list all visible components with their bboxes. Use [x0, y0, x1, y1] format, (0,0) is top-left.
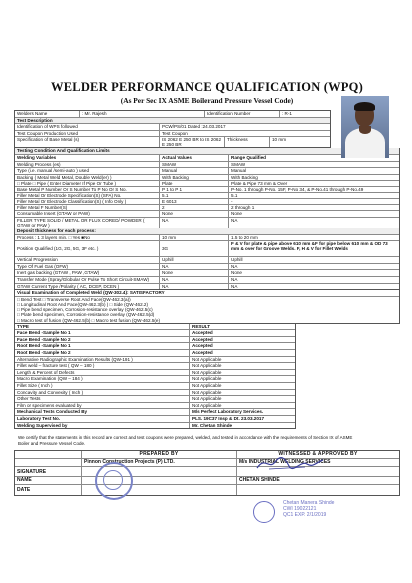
testing-cell: None	[160, 211, 229, 217]
testing-extra-cell: None	[231, 270, 242, 276]
welder-id-value: : R-1	[282, 111, 292, 116]
name-label: NAME	[15, 477, 82, 484]
testing-row	[15, 162, 399, 169]
testing-table	[14, 148, 400, 290]
result-cell: Face Bend -Sample No 2	[15, 337, 190, 343]
testing-extra-row	[15, 284, 399, 290]
testing-extra-row	[15, 264, 399, 271]
result-cell: Not Applicable	[192, 376, 222, 382]
testing-row	[15, 168, 399, 175]
company-seal-icon	[95, 462, 133, 500]
welder-id-label: Identification Number	[205, 111, 280, 117]
welder-photo	[341, 96, 389, 158]
name-witness: CHETAN SHINDE	[239, 477, 280, 484]
testing-extra-cell: NA	[231, 276, 238, 282]
testing-cell: P-No. 1 through P-No. 15F, P-No 34, & P-No.41 through P-No.49	[231, 186, 364, 192]
testing-extra-cell: Inert gas backing (GTAW , PAW ,GTAW)	[15, 270, 160, 276]
result-cell: M/s Perfect Laboratory Services.	[192, 409, 264, 415]
testing-cell: E 6013	[160, 199, 229, 204]
visual-exam-table	[14, 290, 400, 324]
testing-cell: Backing ( Metal Weld Metal, Double Weld(er) )	[15, 175, 160, 180]
result-cell: Concavity and Convexity ( Inch )	[15, 390, 190, 396]
testing-cell: Welding Process (es)	[15, 162, 160, 168]
result-cell: Other Tests	[15, 396, 190, 402]
result-cell: Not Applicable	[192, 369, 222, 375]
welder-name-label: Welders Name	[15, 111, 80, 117]
deposit-actual: 10 mm	[160, 235, 229, 241]
testing-cell: 2 through 1	[231, 204, 255, 210]
signoff-blank	[15, 451, 82, 458]
result-cell: Accepted	[192, 330, 213, 336]
result-row	[15, 357, 295, 364]
thickness-label: Thickness	[225, 137, 270, 147]
coupon-label: Test Coupon Production Used	[15, 131, 160, 137]
visual-line: □ Plate bend specimen, Corrosion-resistance overlay (QW-462.5(d)	[17, 312, 155, 318]
testing-cell: FILLER TYPE SOLID / METAL OR FLUX CORED/ POWDER ( GTAW or PAW )	[15, 218, 160, 228]
result-cell: Fillet Size ( Inch )	[15, 383, 190, 389]
wps-value: PCW/PS/01 Dated :24.03.2017	[162, 124, 226, 130]
signature-icon	[255, 454, 325, 472]
position-actual: 3G	[160, 241, 229, 256]
org-witness: M/s INDUSTRIAL WELDING SERVICES	[239, 459, 331, 466]
result-cell: Not Applicable	[192, 356, 222, 362]
wpq-document	[14, 80, 400, 496]
result-cell: Mechanical Tests Conducted By	[15, 409, 190, 415]
result-cell: Macro Examination (QW – 184 )	[15, 376, 190, 382]
testing-extra-cell: NA	[231, 283, 238, 289]
testing-extra-row	[15, 257, 399, 264]
result-cell: PLS. 19C37 Insp & Dt. 23.03.2017	[192, 416, 265, 422]
testing-cell: Plate	[160, 181, 229, 186]
col-welding-variables: Welding Variables	[15, 155, 160, 161]
declaration: We certify that the statements in this record are correct and test coupons were prepared, welded, and tested in accordance with the requirements of Section IX of ASME Boiler and Pressure Vessel Code.	[18, 435, 353, 446]
result-row	[15, 350, 295, 357]
prepared-by-heading: PREPARED BY	[82, 451, 237, 458]
result-row	[15, 330, 295, 337]
testing-cell: Manual	[231, 168, 247, 174]
result-cell: Root Bend -Sample No 1	[15, 343, 190, 349]
testing-extra-row	[15, 277, 399, 284]
testing-extra-cell: NA	[231, 263, 238, 269]
result-cell: Not Applicable	[192, 396, 222, 402]
testing-cell: Manual	[160, 168, 229, 174]
testing-cell: NA	[231, 217, 238, 223]
testing-extra-cell: Uphill	[160, 257, 229, 263]
result-row	[15, 416, 295, 423]
test-description-heading: Test Description	[17, 117, 53, 123]
visual-line: □ Bend Test □ Transverse Root And Face(QW-462.3(a))	[17, 296, 131, 302]
result-cell: Laboratory Test No.	[15, 416, 190, 422]
testing-cell: NA	[160, 218, 229, 228]
testing-cell: SMAW	[160, 162, 229, 168]
testing-cell: With Backing	[231, 174, 258, 180]
visual-line: □ Longitudinal Root And Face(QW-462.3(b) ) □ Side (QW-462.2)	[17, 301, 149, 307]
result-cell: Accepted	[192, 336, 213, 342]
testing-extra-cell: Type Of Fuel Gas (OFW)	[15, 264, 160, 270]
document-subtitle: (As Per Sec IX ASME Boilerand Pressure Vessel Code)	[120, 96, 294, 105]
signature-label: SIGNATURE	[15, 467, 82, 476]
result-row	[15, 403, 295, 410]
testing-extra-cell: NA	[160, 284, 229, 290]
result-cell: Not Applicable	[192, 389, 222, 395]
visual-line: □ Pipe bend specimen, Corrosion-resistance overlay (QW-462.5(c)	[17, 307, 153, 313]
result-row	[15, 337, 295, 344]
result-cell: Accepted	[192, 343, 213, 349]
testing-cell: With Backing	[160, 175, 229, 180]
result-cell: Not Applicable	[192, 402, 222, 408]
result-cell: Face Bend -Sample No 1	[15, 330, 190, 336]
thickness-value: 10 mm	[272, 137, 287, 143]
base-metal-label: Specification of Base Metal (s)	[15, 137, 160, 147]
deposit-range: 1.5 to 20 mm	[231, 234, 258, 240]
result-row	[15, 409, 295, 416]
position-label: Position Qualified (1G, 2G, 5G, 3F etc. )	[15, 241, 160, 256]
coupon-value: Test Coupon	[162, 130, 188, 136]
testing-extra-cell: NA	[160, 264, 229, 270]
result-row	[15, 383, 295, 390]
col-actual-values: Actual Values	[160, 155, 229, 161]
result-row	[15, 396, 295, 403]
testing-row	[15, 211, 399, 218]
result-cell: Root Bend -Sample No 2	[15, 350, 190, 356]
testing-extra-cell: Uphill	[231, 257, 243, 263]
deposit-process: Process : 1 3 layers min. □ Yes ■No	[15, 235, 160, 241]
visual-heading: Visual Examination of Completed Weld (QW-302.4): SATISFACTORY	[17, 290, 165, 296]
testing-heading: Testing Condition And Qualification Limits	[17, 148, 110, 154]
base-metal-value: IS 2062 E 250 BR to IS 2062 E 250 BR	[160, 137, 225, 147]
testing-extra-cell: NA	[160, 277, 229, 283]
result-cell: Not Applicable	[192, 363, 222, 369]
wps-label: Identification of WPS followed	[15, 124, 160, 130]
result-row	[15, 423, 295, 429]
testing-cell: □ Plate □ Pipe ( Enter Diameter If Pipe Or Tube )	[15, 181, 160, 186]
result-row	[15, 390, 295, 397]
testing-cell: Filler Metal Or Electrode Classification(S) ( Info Only )	[15, 199, 160, 204]
result-cell: Alternative Radiographic Examination Results (QW-191 )	[15, 357, 190, 363]
org-prepared: Pinnon Construction Projects (P) LTD.	[82, 459, 237, 466]
col-result: RESULT	[192, 323, 211, 329]
testing-cell: SMAW	[231, 161, 246, 167]
testing-cell: 5.1	[160, 193, 229, 198]
welder-info-table	[14, 110, 331, 148]
testing-cell: None	[231, 211, 242, 217]
position-range: F & V for plate & pipe above 610 mm &F for pipe below 610 mm & OD 73 mm & over for Groove Welds. F, H & V for Fillet Welds	[231, 241, 388, 252]
deposit-heading: Deposit thickness for each process:	[17, 227, 96, 233]
testing-cell: Filler Metal Or Electrode Specification(S) (SFA) No.	[15, 193, 160, 198]
testing-cell: Plate & Pipe 73 mm & Over	[231, 180, 288, 186]
testing-extra-cell: Transfer Mode (Spray/Globular Or Pulse To Short Circuit-SMAW)	[15, 277, 160, 283]
results-table	[14, 324, 296, 430]
testing-cell: -	[231, 198, 233, 204]
result-row	[15, 363, 295, 370]
testing-row	[15, 205, 399, 212]
inspector-stamp-icon	[253, 501, 275, 523]
result-cell: Accepted	[192, 350, 213, 356]
signoff-table	[14, 450, 400, 496]
result-cell: Not Applicable	[192, 383, 222, 389]
result-cell: Length & Percent of Defects	[15, 370, 190, 376]
document-title: WELDER PERFORMANCE QUALIFICATION (WPQ)	[51, 80, 363, 94]
result-cell: Film or specimens evaluated by	[15, 403, 190, 409]
testing-extra-cell: Vertical Progression	[15, 257, 160, 263]
visual-line: □ Macro test of fusion (QW-462.5(b) □ Macro test fusion (QW-462.5(e)	[17, 317, 160, 323]
testing-cell: Base Metal P Number Or S Number To P No Or S No.	[15, 187, 160, 192]
testing-cell: 5.1	[231, 192, 238, 198]
col-type: TYPE	[15, 324, 190, 330]
result-cell: Mr. Chetan Shinde	[192, 422, 233, 428]
result-row	[15, 370, 295, 377]
result-row	[15, 343, 295, 350]
testing-extra-cell: GTAW Current Type /Polarity ( AC, DCEP, DCEN )	[15, 284, 160, 290]
testing-row	[15, 218, 399, 228]
date-label: DATE	[15, 485, 82, 495]
visual-lines	[15, 297, 399, 323]
result-cell: Welding Supervised by	[15, 423, 190, 429]
testing-cell: 2	[160, 205, 229, 211]
testing-extra-row	[15, 270, 399, 277]
inspector-stamp-text: Chetan Manera Shinde CWI 19022121 QC1 EXP. 2/1/2019	[283, 500, 335, 518]
witnessed-by-heading: WITNESSED & APPROVED BY	[278, 451, 358, 458]
testing-extra-cell: None	[160, 270, 229, 276]
col-range-qualified: Range Qualified	[231, 154, 266, 160]
result-row	[15, 376, 295, 383]
testing-cell: Consumable Insert (GTAW or PAW)	[15, 211, 160, 217]
testing-cell: P 1 to P 1	[160, 187, 229, 192]
result-cell: Fillet weld – fracture test ( QW – 180 )	[15, 363, 190, 369]
welder-name-value: : Mr. Rajesh	[80, 111, 205, 117]
testing-cell: Filler Metal F Number(S)	[15, 205, 160, 211]
testing-cell: Type (i.e. manual /semi-auto ) used	[15, 168, 160, 174]
